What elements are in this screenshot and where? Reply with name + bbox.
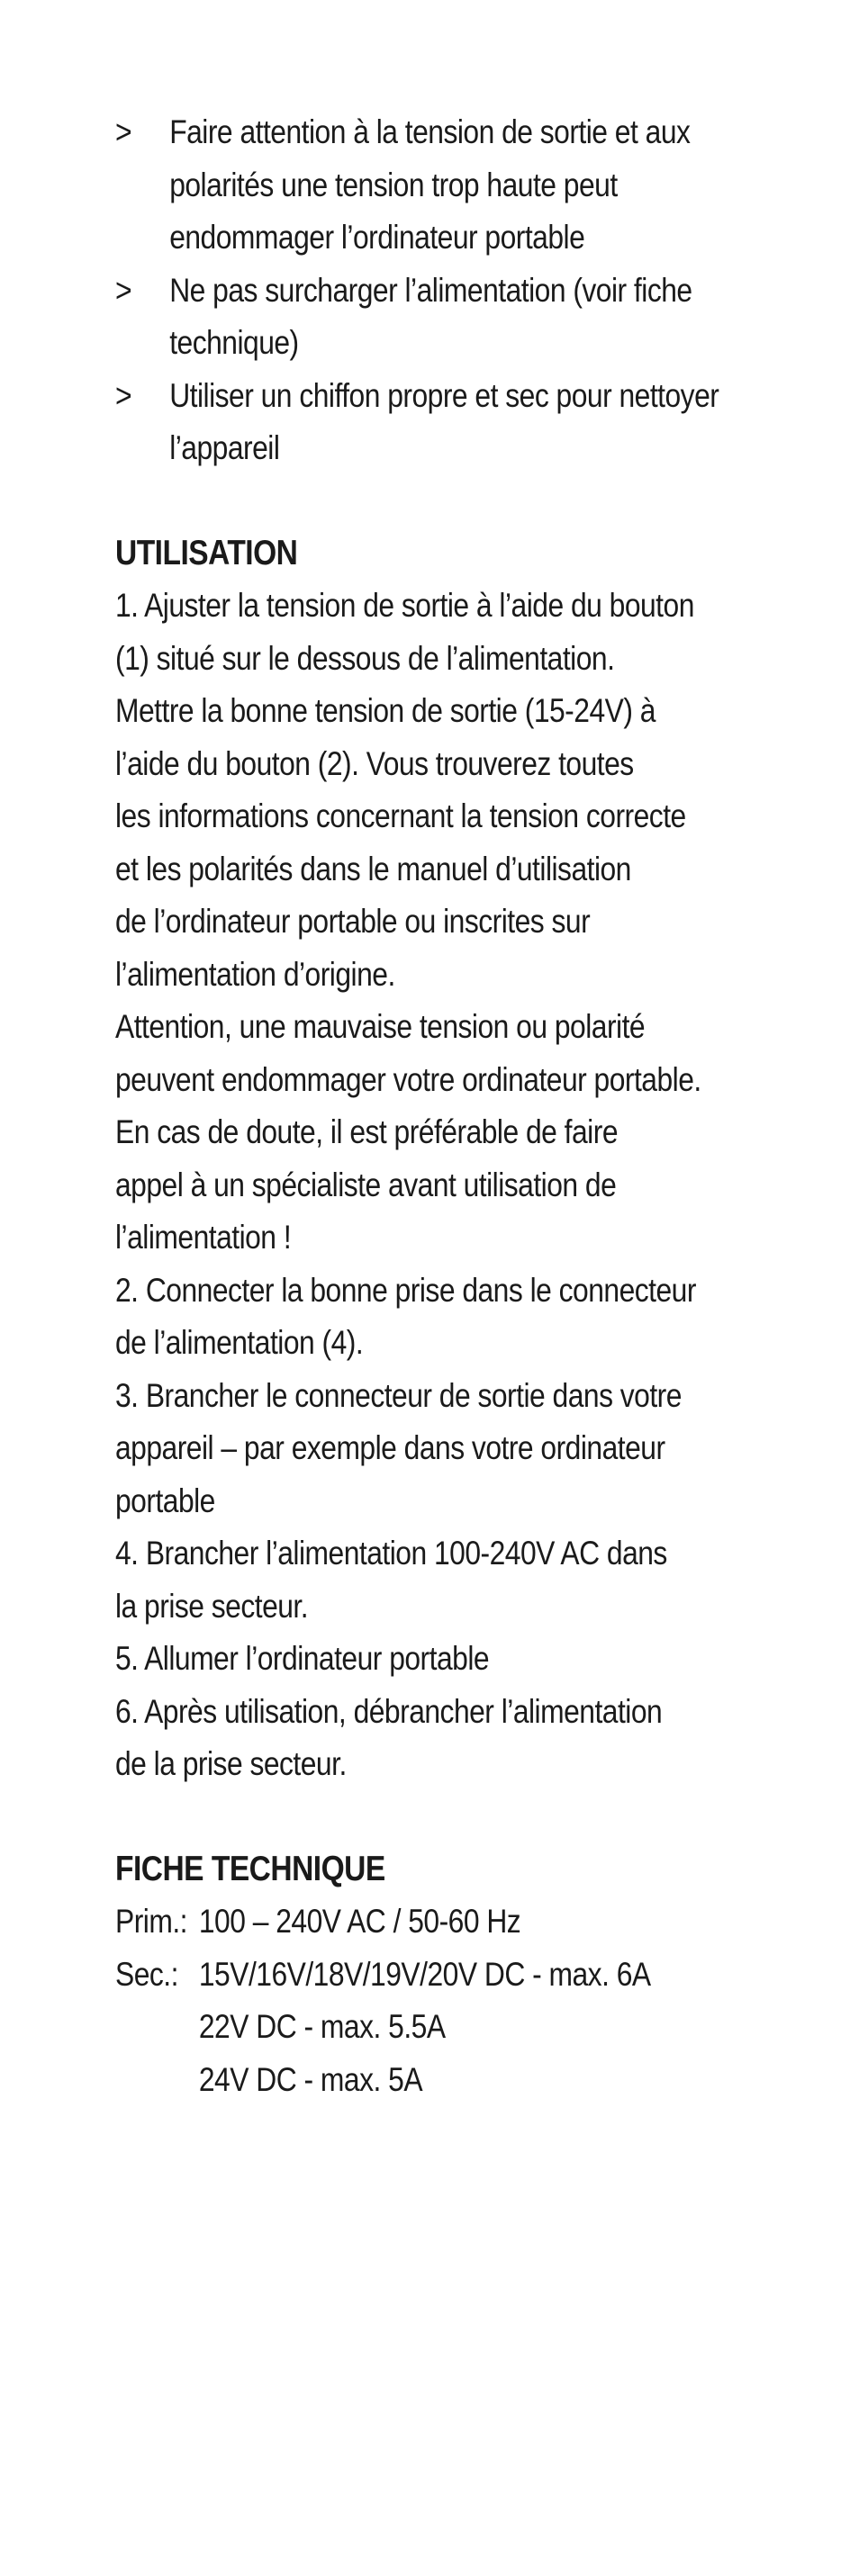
bullet-marker: > [115, 271, 132, 309]
utilisation-line: appel à un spécialiste avant utilisation de [115, 1166, 617, 1203]
list-item [115, 370, 765, 475]
spec-value-sec: 24V DC - max. 5A [198, 2060, 423, 2098]
bullet-text: Faire attention à la tension de sortie et aux polarités une tension trop haute peut endommager l’ordinateur portable [169, 113, 691, 256]
spec-label-prim: Prim.: [115, 1903, 187, 1940]
utilisation-line: 3. Brancher le connecteur de sortie dans votre [115, 1376, 682, 1414]
utilisation-line: 4. Brancher l’alimentation 100-240V AC dans [115, 1535, 667, 1572]
utilisation-heading: UTILISATION [115, 533, 298, 572]
utilisation-line: 1. Ajuster la tension de sortie à l’aide du bouton [115, 587, 694, 624]
utilisation-line: Attention, une mauvaise tension ou polarité [115, 1008, 646, 1045]
utilisation-body [115, 580, 765, 1791]
utilisation-line: 6. Après utilisation, débrancher l’alimentation [115, 1692, 663, 1730]
spec-value-prim: 100 – 240V AC / 50-60 Hz [198, 1903, 521, 1940]
utilisation-line: (1) situé sur le dessous de l’alimentation. [115, 639, 615, 677]
fiche-technique-heading: FICHE TECHNIQUE [115, 1849, 385, 1888]
utilisation-line: l’alimentation ! [115, 1219, 292, 1256]
utilisation-line: l’aide du bouton (2). Vous trouverez toutes [115, 744, 634, 782]
utilisation-line: la prise secteur. [115, 1587, 309, 1625]
list-item [115, 265, 765, 370]
bullet-marker: > [115, 376, 132, 414]
utilisation-line: 2. Connecter la bonne prise dans le connecteur [115, 1271, 696, 1309]
list-item [115, 106, 765, 265]
safety-list [115, 106, 765, 475]
utilisation-line: l’alimentation d’origine. [115, 955, 395, 993]
utilisation-section [115, 527, 765, 1791]
spec-values-sec [199, 1949, 651, 2107]
spec-row-sec [115, 1949, 765, 2107]
utilisation-line: de l’alimentation (4). [115, 1324, 364, 1361]
utilisation-line: de la prise secteur. [115, 1745, 347, 1782]
utilisation-line: peuvent endommager votre ordinateur portable. [115, 1060, 701, 1098]
utilisation-line: En cas de doute, il est préférable de faire [115, 1113, 619, 1150]
fiche-technique-section [115, 1843, 765, 2107]
utilisation-line: portable [115, 1482, 215, 1519]
utilisation-line: Mettre la bonne tension de sortie (15-24V) à [115, 692, 656, 729]
utilisation-line: et les polarités dans le manuel d’utilisation [115, 850, 631, 887]
utilisation-line: appareil – par exemple dans votre ordinateur [115, 1429, 665, 1466]
manual-text [115, 106, 765, 2106]
manual-page [115, 106, 764, 2106]
bullet-marker: > [115, 113, 132, 150]
bullet-text: Ne pas surcharger l’alimentation (voir fiche technique) [169, 271, 692, 361]
bullet-text: Utiliser un chiffon propre et sec pour nettoyer l’appareil [169, 376, 719, 466]
spec-value-sec: 15V/16V/18V/19V/20V DC - max. 6A [198, 1955, 651, 1993]
utilisation-line: de l’ordinateur portable ou inscrites sur [115, 903, 591, 940]
spec-row-prim [115, 1896, 765, 1949]
spec-value-sec: 22V DC - max. 5.5A [198, 2008, 446, 2045]
utilisation-line: 5. Allumer l’ordinateur portable [115, 1640, 490, 1677]
utilisation-line: les informations concernant la tension correcte [115, 797, 686, 834]
spec-label-sec: Sec.: [115, 1955, 178, 1993]
